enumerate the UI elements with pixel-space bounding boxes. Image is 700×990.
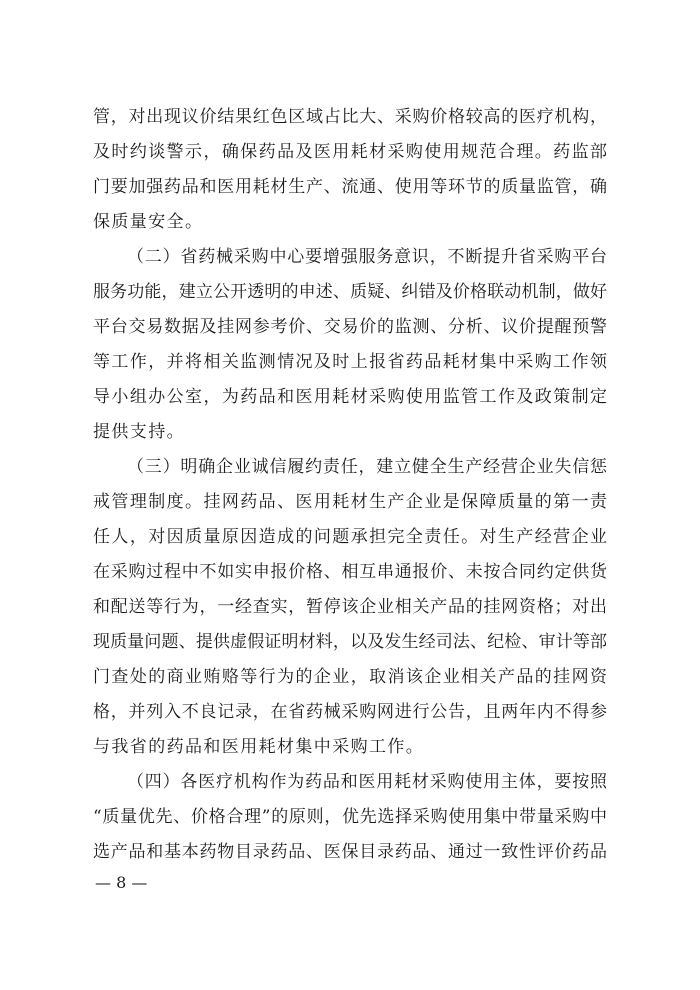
body-line: （四）各医疗机构作为药品和医用耗材采购使用主体，要按照: [127, 772, 607, 792]
body-line: 保质量安全。: [93, 212, 204, 232]
body-line: 服务功能，建立公开透明的申述、质疑、纠错及价格联动机制，做好: [93, 282, 607, 302]
body-line: （三）明确企业诚信履约责任，建立健全生产经营企业失信惩: [127, 457, 607, 477]
body-line: 选产品和基本药物目录药品、医保目录药品、通过一致性评价药品: [93, 842, 607, 862]
body-line: 现质量问题、提供虚假证明材料，以及发生经司法、纪检、审计等部: [93, 632, 607, 652]
body-line: 等工作，并将相关监测情况及时上报省药品耗材集中采购工作领: [93, 352, 607, 372]
paragraph-continued: [93, 100, 607, 240]
body-line: “质量优先、价格合理”的原则，优先选择采购使用集中带量采购中: [93, 807, 607, 827]
body-line: 与我省的药品和医用耗材集中采购工作。: [93, 737, 425, 757]
paragraph-item-2: [93, 240, 607, 450]
page-number: — 8 —: [95, 873, 148, 892]
body-line: 门要加强药品和医用耗材生产、流通、使用等环节的质量监管，确: [93, 177, 607, 197]
body-line: 提供支持。: [93, 422, 185, 442]
document-body: [93, 100, 607, 870]
body-line: 任人，对因质量原因造成的问题承担完全责任。对生产经营企业: [93, 527, 607, 547]
body-line: 在采购过程中不如实申报价格、相互串通报价、未按合同约定供货: [93, 562, 607, 582]
body-line: 管，对出现议价结果红色区域占比大、采购价格较高的医疗机构，: [93, 107, 607, 127]
body-line: 平台交易数据及挂网参考价、交易价的监测、分析、议价提醒预警: [93, 317, 607, 337]
paragraph-item-4: [93, 765, 607, 870]
body-line: 戒管理制度。挂网药品、医用耗材生产企业是保障质量的第一责: [93, 492, 607, 512]
body-line: 导小组办公室，为药品和医用耗材采购使用监管工作及政策制定: [93, 387, 607, 407]
paragraph-item-3: [93, 450, 607, 765]
body-line: 及时约谈警示，确保药品及医用耗材采购使用规范合理。药监部: [93, 142, 607, 162]
body-line: 和配送等行为，一经查实，暂停该企业相关产品的挂网资格；对出: [93, 597, 607, 617]
body-line: 门查处的商业贿赂等行为的企业，取消该企业相关产品的挂网资: [93, 667, 607, 687]
body-line: （二）省药械采购中心要增强服务意识，不断提升省采购平台: [127, 247, 607, 267]
body-line: 格，并列入不良记录，在省药械采购网进行公告，且两年内不得参: [93, 702, 607, 722]
